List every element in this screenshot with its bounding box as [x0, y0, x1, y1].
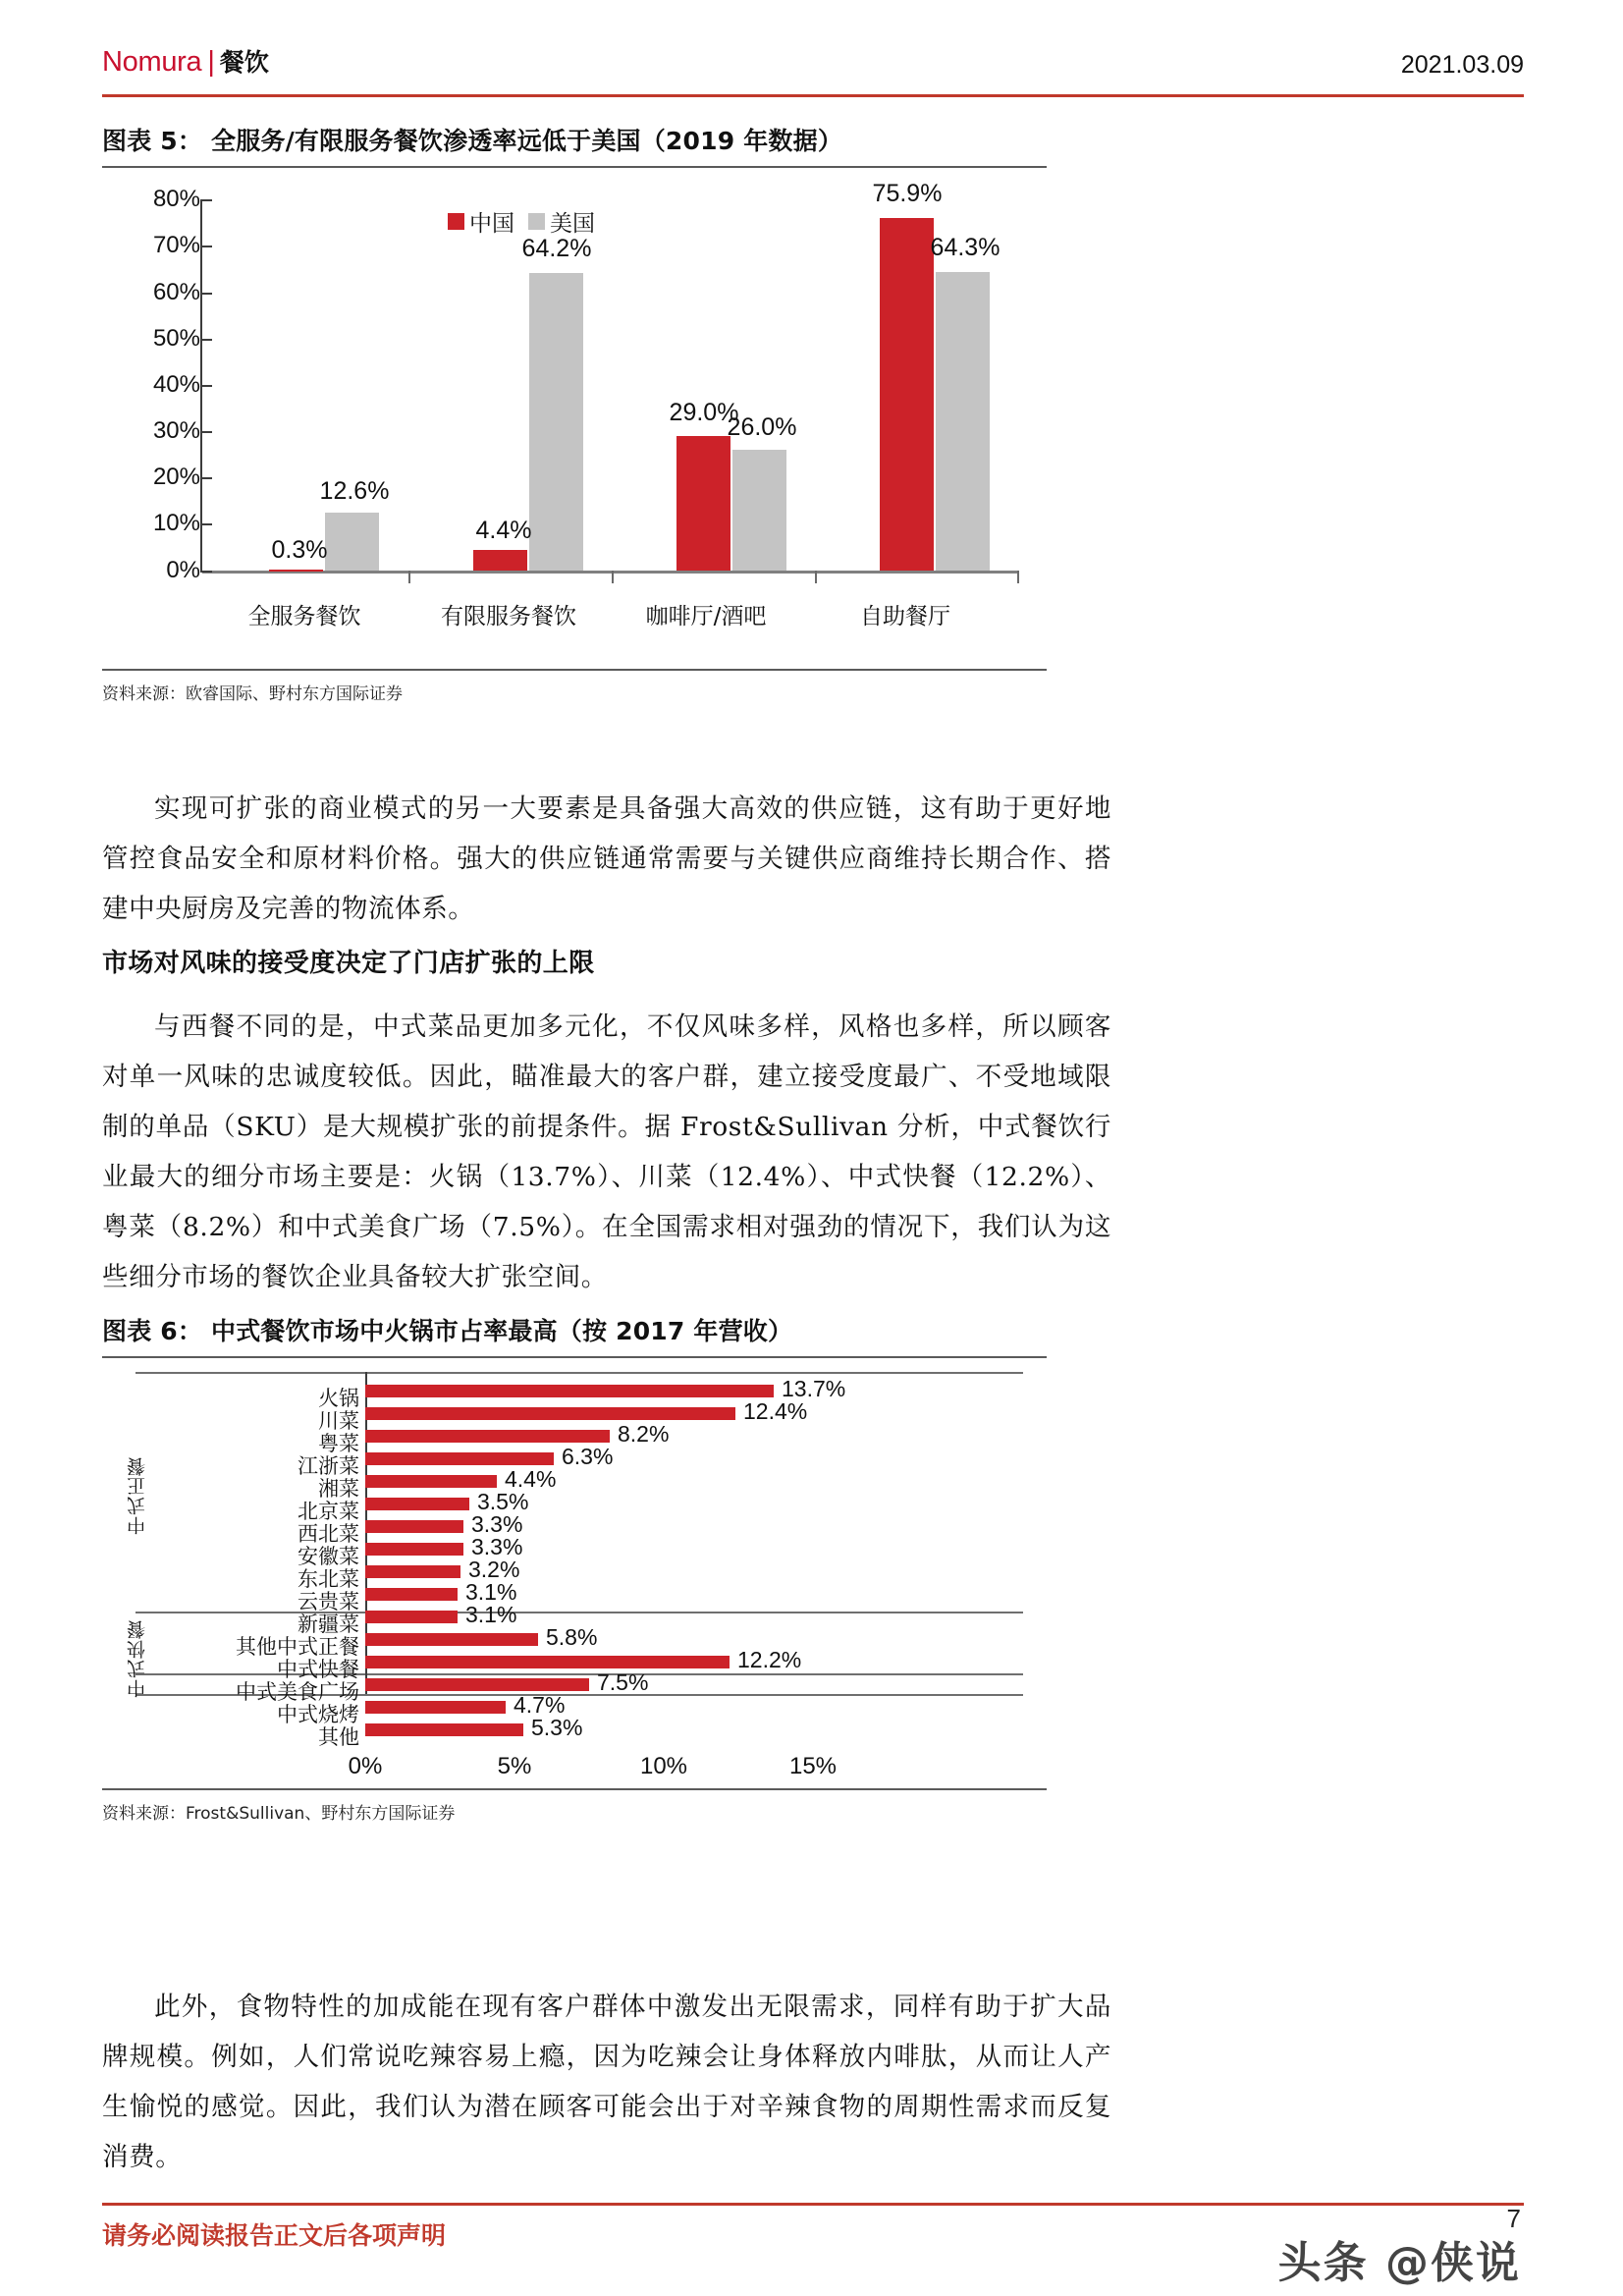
- chart6-group-label-kuaican: 中式快餐: [127, 1619, 148, 1698]
- chart5-xtick-1: [612, 571, 614, 583]
- chart6-bar-0: [365, 1385, 774, 1397]
- exhibit-6-source-rule: [102, 1788, 1047, 1790]
- chart6-bar-9: [365, 1588, 458, 1601]
- chart5-category-3: 自助餐厅: [860, 604, 950, 629]
- chart5-datalabel-us-1: 64.2%: [521, 235, 592, 262]
- chart5-category-2: 咖啡厅/酒吧: [645, 604, 767, 629]
- chart5-xtick-2: [815, 571, 817, 583]
- footer-divider: [102, 2203, 1524, 2206]
- report-date: 2021.03.09: [1400, 51, 1524, 79]
- brand-name-primary: Nomura: [102, 46, 202, 78]
- body-paragraph-1: 实现可扩张的商业模式的另一大要素是具备强大高效的供应链，这有助于更好地管控食品安全和原材料价格。强大的供应链通常需要与关键供应商维持长期合作、搭建中央厨房及完善的物流体系。: [102, 793, 1111, 924]
- chart5-ylabel-60: 60%: [152, 279, 200, 305]
- chart6-bar-14: [365, 1701, 506, 1714]
- chart5-ylabel-80: 80%: [152, 186, 200, 212]
- chart5-datalabel-us-2: 26.0%: [727, 413, 797, 441]
- chart5-ylabel-70: 70%: [152, 232, 200, 258]
- chart5-legend-label-china: 中国: [469, 211, 514, 237]
- chart6-datalabel-14: 4.7%: [514, 1692, 566, 1718]
- chart6-xtick-label-15: 15%: [788, 1753, 838, 1779]
- chart6-datalabel-10: 3.1%: [465, 1602, 517, 1627]
- chart6-category-1: 川菜: [318, 1409, 359, 1433]
- chart6-datalabel-7: 3.3%: [471, 1534, 523, 1559]
- chart6-bar-6: [365, 1520, 463, 1533]
- chart5-bar-us-2: [732, 450, 786, 571]
- exhibit-5-chart: [102, 178, 1047, 669]
- chart5-bar-china-0: [269, 570, 323, 572]
- chart5-datalabel-china-3: 75.9%: [872, 180, 943, 207]
- chart5-datalabel-china-2: 29.0%: [669, 399, 739, 426]
- chart6-category-2: 粤菜: [318, 1432, 359, 1455]
- chart5-ytick-80: [200, 199, 212, 201]
- body-paragraph-3: 此外，食物特性的加成能在现有客户群体中激发出无限需求，同样有助于扩大品牌规模。例如，人们常说吃辣容易上瘾，因为吃辣会让身体释放内啡肽，从而让人产生愉悦的感觉。因此，我们认为潜在顾客可能会出于对辛辣食物的周期性需求而反复消费。: [102, 1992, 1111, 2172]
- chart6-datalabel-2: 8.2%: [618, 1421, 670, 1447]
- brand-name-secondary: 餐饮: [219, 48, 269, 77]
- chart6-category-0: 火锅: [318, 1387, 359, 1410]
- chart6-datalabel-4: 4.4%: [505, 1466, 557, 1492]
- header-divider: [102, 94, 1524, 97]
- chart6-bar-1: [365, 1407, 735, 1420]
- chart5-ytick-10: [200, 523, 212, 525]
- exhibit-6: [102, 1312, 1047, 1824]
- chart6-datalabel-11: 5.8%: [546, 1624, 598, 1650]
- chart6-datalabel-0: 13.7%: [782, 1376, 846, 1401]
- chart6-bar-15: [365, 1723, 523, 1736]
- chart6-bar-10: [365, 1611, 458, 1623]
- chart5-bar-china-1: [473, 550, 527, 571]
- chart6-category-7: 安徽菜: [298, 1545, 359, 1568]
- chart6-datalabel-3: 6.3%: [562, 1444, 614, 1469]
- legend-swatch-china-icon: [448, 213, 464, 230]
- chart5-category-0: 全服务餐饮: [247, 604, 361, 629]
- chart6-bar-3: [365, 1452, 554, 1465]
- chart6-datalabel-15: 5.3%: [531, 1715, 583, 1740]
- chart5-ytick-30: [200, 431, 212, 433]
- chart6-category-11: 其他中式正餐: [236, 1635, 359, 1659]
- chart5-ylabel-0: 0%: [166, 557, 200, 583]
- exhibit-5: [102, 122, 1047, 704]
- exhibit-5-source: 资料来源：欧睿国际、野村东方国际证券: [102, 684, 403, 704]
- chart6-category-5: 北京菜: [298, 1500, 359, 1523]
- brand-separator: |: [207, 46, 215, 78]
- chart6-category-12: 中式快餐: [277, 1658, 359, 1681]
- chart6-datalabel-13: 7.5%: [597, 1669, 649, 1695]
- chart5-bar-china-3: [880, 218, 934, 571]
- chart6-category-6: 西北菜: [298, 1522, 359, 1546]
- chart6-xtick-label-0: 0%: [348, 1753, 383, 1779]
- chart6-datalabel-12: 12.2%: [737, 1647, 802, 1672]
- chart5-ytick-20: [200, 477, 212, 479]
- chart6-bar-11: [365, 1633, 538, 1646]
- exhibit-6-source: 资料来源：Frost&Sullivan、野村东方国际证券: [102, 1804, 456, 1824]
- chart5-x-axis: [202, 571, 1019, 574]
- chart6-category-10: 新疆菜: [298, 1613, 359, 1636]
- exhibit-5-source-rule: [102, 669, 1047, 671]
- chart5-ytick-60: [200, 293, 212, 295]
- chart5-datalabel-china-1: 4.4%: [475, 517, 532, 544]
- legend-swatch-us-icon: [528, 213, 545, 230]
- chart6-top-rule: [135, 1372, 1023, 1374]
- chart5-ytick-50: [200, 339, 212, 341]
- chart5-ylabel-10: 10%: [152, 510, 200, 536]
- chart6-xtick-label-5: 5%: [497, 1753, 532, 1779]
- chart5-ytick-70: [200, 246, 212, 247]
- exhibit-5-title: 图表 5： 全服务/有限服务餐饮渗透率远低于美国（2019 年数据）: [102, 127, 843, 155]
- watermark: 头条 @侠说: [1277, 2238, 1521, 2288]
- body-paragraph-2: 与西餐不同的是，中式菜品更加多元化，不仅风味多样，风格也多样，所以顾客对单一风味的忠诚度较低。因此，瞄准最大的客户群，建立接受度最广、不受地域限制的单品（SKU）是大规模扩张的前提条件。据 Frost&Sullivan 分析，中式餐饮行业最大的细分市场主要是：火锅（13.7%）、川菜（12.4%）、中式快餐（12.2%）、粤菜（8.2%）和中式美食广场（7.5%）。在全国需求相对强劲的情况下，我们认为这些细分市场的餐饮企业具备较大扩张空间。: [102, 1011, 1111, 1292]
- chart5-ylabel-20: 20%: [152, 464, 200, 490]
- chart6-bar-13: [365, 1678, 589, 1691]
- chart6-category-13: 中式美食广场: [236, 1680, 359, 1704]
- chart6-bar-12: [365, 1656, 730, 1668]
- chart5-legend-item-china: [448, 205, 514, 238]
- chart6-bar-8: [365, 1565, 460, 1578]
- chart5-category-1: 有限服务餐饮: [441, 604, 576, 629]
- chart6-bar-4: [365, 1475, 497, 1488]
- chart6-xtick-label-10: 10%: [639, 1753, 688, 1779]
- chart6-group-label-zhengcan: 中式正餐: [127, 1456, 148, 1535]
- chart6-bar-2: [365, 1430, 610, 1443]
- chart5-xtick-3: [1017, 571, 1019, 583]
- chart6-category-4: 湘菜: [318, 1477, 359, 1501]
- chart5-bar-us-3: [936, 272, 990, 571]
- brand-logo: [102, 47, 269, 78]
- exhibit-6-title: 图表 6： 中式餐饮市场中火锅市占率最高（按 2017 年营收）: [102, 1317, 793, 1345]
- chart5-xtick-0: [408, 571, 410, 583]
- chart5-ytick-40: [200, 385, 212, 387]
- chart5-ylabel-40: 40%: [152, 371, 200, 398]
- chart5-ylabel-50: 50%: [152, 325, 200, 352]
- chart5-datalabel-us-0: 12.6%: [319, 477, 390, 505]
- chart6-bar-7: [365, 1543, 463, 1556]
- footer-disclaimer: 请务必阅读报告正文后各项声明: [102, 2221, 447, 2250]
- chart6-datalabel-9: 3.1%: [465, 1579, 517, 1605]
- chart5-datalabel-china-0: 0.3%: [271, 536, 328, 564]
- chart5-datalabel-us-3: 64.3%: [930, 234, 1001, 261]
- page-header: [102, 47, 1524, 90]
- chart6-datalabel-6: 3.3%: [471, 1511, 523, 1537]
- chart6-category-14: 中式烧烤: [277, 1703, 359, 1726]
- chart5-legend-label-us: 美国: [550, 211, 595, 237]
- chart5-ytick-0: [200, 571, 212, 573]
- chart5-ylabel-30: 30%: [152, 417, 200, 444]
- chart6-datalabel-8: 3.2%: [468, 1557, 520, 1582]
- exhibit-5-title-rule: [102, 166, 1047, 168]
- chart5-legend-item-us: [528, 205, 595, 238]
- exhibit-6-chart: [102, 1368, 1047, 1779]
- chart5-bar-china-2: [676, 436, 730, 571]
- chart6-datalabel-5: 3.5%: [477, 1489, 529, 1514]
- chart6-category-3: 江浙菜: [298, 1454, 359, 1478]
- chart6-category-8: 东北菜: [298, 1567, 359, 1591]
- section-subheading: 市场对风味的接受度决定了门店扩张的上限: [102, 949, 595, 978]
- chart6-bar-5: [365, 1498, 469, 1510]
- chart6-category-9: 云贵菜: [298, 1590, 359, 1613]
- page-number: 7: [1506, 2204, 1521, 2233]
- chart6-category-15: 其他: [318, 1725, 359, 1749]
- exhibit-6-title-rule: [102, 1356, 1047, 1358]
- chart5-legend: [448, 205, 595, 238]
- chart6-datalabel-1: 12.4%: [743, 1398, 808, 1424]
